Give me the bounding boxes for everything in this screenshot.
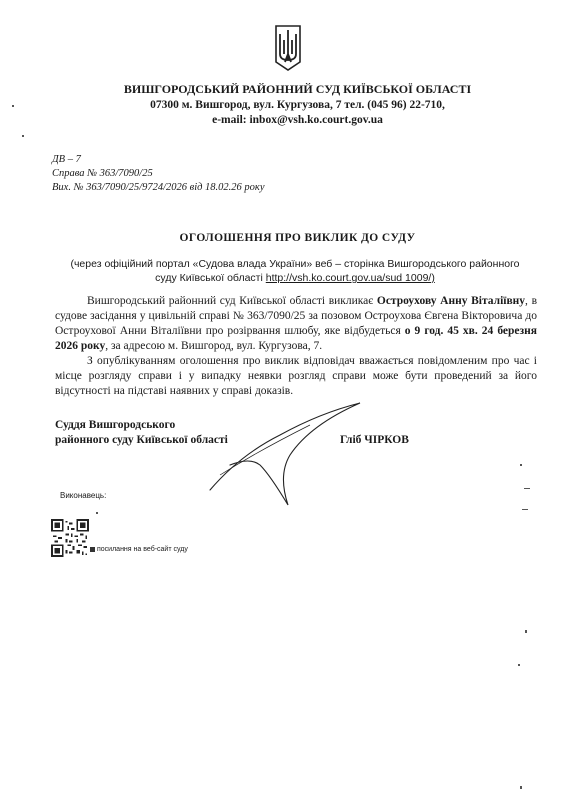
portal-link[interactable]: http://vsh.ko.court.gov.ua/sud 1009/) (265, 272, 435, 284)
judge-name: Гліб ЧІРКОВ (340, 434, 409, 446)
portal-line-2-prefix: суду Київської області (155, 272, 266, 284)
handwritten-signature (200, 395, 370, 515)
scan-speck (520, 464, 522, 466)
hearing-datetime: о 9 год. 45 хв. 24 березня 2026 року (55, 325, 537, 352)
form-code: ДВ – 7 (52, 154, 81, 165)
qr-caption (90, 546, 188, 553)
summons-body (55, 294, 537, 399)
judge-title-line-2: районного суду Київської області (55, 434, 228, 446)
portal-line-1: (через офіційний портал «Судова влада України» веб – сторінка Вишгородського районного (70, 258, 520, 270)
scan-speck (518, 664, 520, 666)
scan-speck (96, 512, 98, 514)
outgoing-number: Вих. № 363/7090/25/9724/2026 від 18.02.26 року (52, 182, 265, 193)
trident-emblem-icon (274, 24, 302, 72)
scan-speck (524, 488, 530, 489)
scan-speck (522, 509, 528, 510)
qr-code-icon[interactable] (51, 519, 89, 557)
court-name: ВИШГОРОДСЬКИЙ РАЙОННИЙ СУД КИЇВСЬКОЇ ОБЛАСТІ (123, 82, 472, 96)
p1-text-b: , в судове засідання у цивільній справі № 363/7090/25 за позовом Остроухова Євгена Вікторовича до Остроухової Анни Віталіївни про розірвання шлюбу, яке відбудеться (55, 295, 537, 337)
summons-paragraph-1 (55, 294, 537, 354)
scan-speck (520, 786, 522, 789)
judge-title-line-1: Суддя Вишгородського (55, 419, 176, 431)
portal-line-2 (60, 271, 530, 285)
case-number: Справа № 363/7090/25 (52, 168, 153, 179)
p1-text-a: Вишгородський районний суд Київської області викликає (87, 295, 377, 307)
defendant-name: Остроухову Анну Віталіївну (376, 295, 526, 307)
scan-speck (22, 135, 24, 137)
p1-text-c: , за адресою м. Вишгород, вул. Кургузова, 7. (105, 340, 323, 352)
scan-speck (525, 630, 527, 633)
executor-label: Виконавець: (60, 491, 107, 500)
summons-paragraph-2: З опублікуванням оголошення про виклик відповідач вважається повідомленим про час і місце розгляду справи і у випадку неявки розгляд справи може бути проведений за його відсутності на підставі наявних у справі доказів. (55, 355, 537, 397)
link-marker-icon (90, 547, 95, 552)
court-address: 07300 м. Вишгород, вул. Кургузова, 7 тел. (045 96) 22-710, (150, 99, 445, 111)
document-title: ОГОЛОШЕННЯ ПРО ВИКЛИК ДО СУДУ (179, 232, 416, 244)
scan-speck (12, 105, 14, 107)
portal-note (60, 257, 530, 285)
court-email: e-mail: inbox@vsh.ko.court.gov.ua (212, 114, 383, 126)
qr-caption-text: посилання на веб-сайт суду (97, 546, 188, 553)
